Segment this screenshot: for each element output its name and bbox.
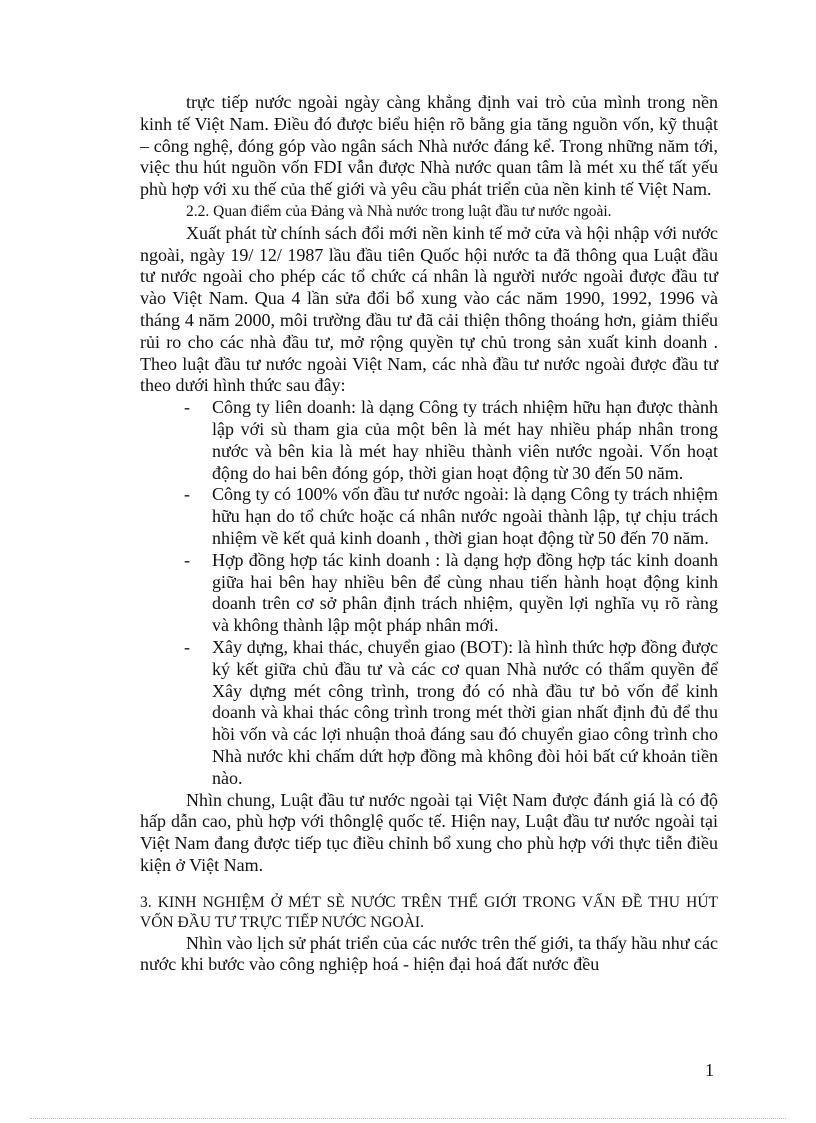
bullet-dash: - <box>184 484 190 505</box>
paragraph-country-experience: Nhìn vào lịch sử phát triển của các nước trên thế giới, ta thấy hầu như các nước khi bước vào công nghiệp hoá - hiện đại hoá đất nước đều <box>140 932 718 975</box>
list-item-text: Hợp đồng hợp tác kinh doanh : là dạng hợp đồng hợp tác kinh doanh giữa hai bên hay nhiều bên để cùng nhau tiến hành hoạt động kinh doanh trên cơ sở phân định trách nhiệm, quyền lợi nghĩa vụ rõ ràng và không thành lập một pháp nhân mới. <box>212 549 718 636</box>
footer-divider <box>30 1118 786 1119</box>
bullet-dash: - <box>184 397 190 418</box>
page-number: 1 <box>705 1060 714 1080</box>
bullet-dash: - <box>184 636 190 657</box>
list-item-bot <box>140 637 718 790</box>
bullet-dash: - <box>184 549 190 570</box>
list-item-text: Xây dựng, khai thác, chuyển giao (BOT): là hình thức hợp đồng được ký kết giữa chủ đầu tư và các cơ quan Nhà nước có thẩm quyền để Xây dựng mét công trình, trong đó có nhà đầu tư bỏ vốn để kinh doanh và khai thác công trình trong mét thời gian nhất định đủ để thu hồi vốn và các lợi nhuận thoả đáng sau đó chuyển giao công trình cho Nhà nước khi chấm dứt hợp đồng mà không đòi hỏi bất cứ khoản tiền nào. <box>212 636 718 788</box>
list-item-joint-venture <box>140 397 718 484</box>
paragraph-fdi-role: trực tiếp nước ngoài ngày càng khẳng định vai trò của mình trong nền kinh tế Việt Nam. Điều đó được biểu hiện rõ bằng gia tăng nguồn vốn, kỹ thuật – công nghệ, đóng góp vào ngân sách Nhà nước đáng kể. Trong những năm tới, việc thu hút nguồn vốn FDI vẫn được Nhà nước quan tâm là mét xu thế tất yếu phù hợp với xu thế của thế giới và yêu cầu phát triển của nền kinh tế Việt Nam. <box>140 92 718 200</box>
list-item-text: Công ty liên doanh: là dạng Công ty trách nhiệm hữu hạn được thành lập với sù tham gia của một bên là mét hay nhiều pháp nhân trong nước và bên kia là mét hay nhiều thành viên nước ngoài. Vốn hoạt động do hai bên đóng góp, thời gian hoạt động từ 30 đến 50 năm. <box>212 397 718 483</box>
investment-forms-list <box>140 397 718 789</box>
list-item-bcc <box>140 550 718 637</box>
list-item-text: Công ty có 100% vốn đầu tư nước ngoài: là dạng Công ty trách nhiệm hữu hạn do tổ chức hoặc cá nhân nước ngoài thành lập, tự chịu trách nhiệm về kết quả kinh doanh , thời gian hoạt động từ 50 đến 70 năm. <box>212 484 718 548</box>
section-heading-3: 3. KINH NGHIỆM Ở MÉT SÈ NƯỚC TRÊN THẾ GIỚI TRONG VẤN ĐỀ THU HÚT VỐN ĐẦU TƯ TRỰC TIẾP NƯỚC NGOÀI. <box>140 893 718 931</box>
list-item-foreign-owned <box>140 484 718 549</box>
document-body <box>140 92 718 976</box>
paragraph-law-assessment: Nhìn chung, Luật đầu tư nước ngoài tại Việt Nam được đánh giá là có độ hấp dẫn cao, phù hợp với thônglệ quốc tế. Hiện nay, Luật đầu tư nước ngoài tại Việt Nam đang được tiếp tục điều chỉnh bổ xung cho phù hợp với thực tiễn điều kiện ở Việt Nam. <box>140 789 718 875</box>
paragraph-investment-law: Xuất phát từ chính sách đổi mới nền kinh tế mở cửa và hội nhập với nước ngoài, ngày 19/ 12/ 1987 lầu đầu tiên Quốc hội nước ta đã thông qua Luật đầu tư nước ngoài cho phép các tổ chức cá nhân là người nước ngoài được đầu tư vào Việt Nam. Qua 4 lần sửa đổi bổ xung vào các năm 1990, 1992, 1996 và tháng 4 năm 2000, môi trường đầu tư đã cải thiện thông thoáng hơn, giảm thiểu rủi ro cho các nhà đầu tư, mở rộng quyền tự chủ trong sản xuất kinh doanh . Theo luật đầu tư nước ngoài Việt Nam, các nhà đầu tư nước ngoài được đầu tư theo dưới hình thức sau đây: <box>140 222 718 396</box>
section-heading-2-2: 2.2. Quan điểm của Đảng và Nhà nước trong luật đầu tư nước ngoài. <box>186 202 612 220</box>
